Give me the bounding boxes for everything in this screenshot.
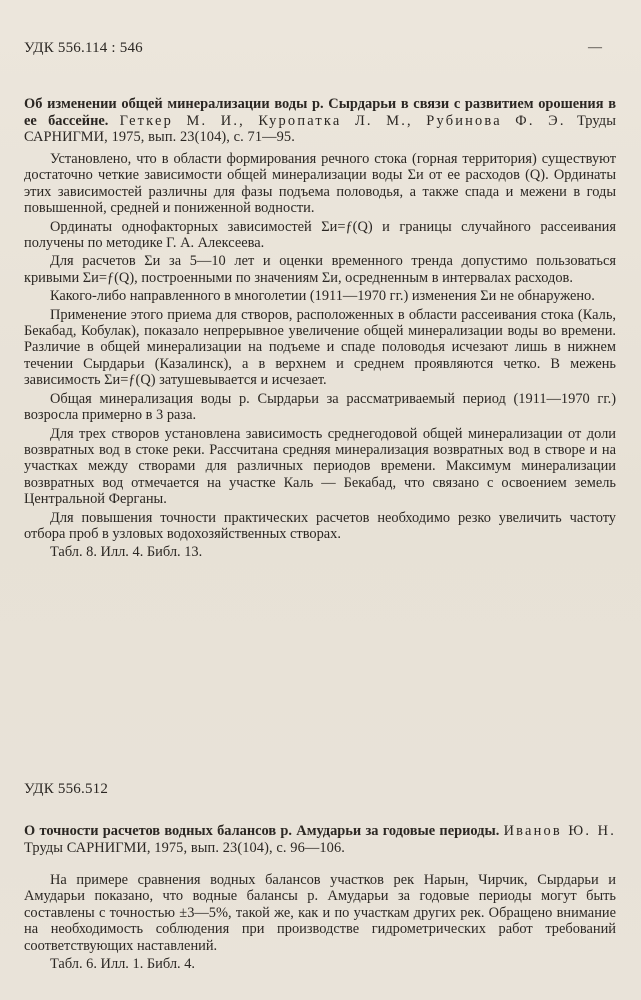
paragraph: Общая минерализация воды р. Сырдарьи за рассматриваемый период (1911—1970 гг.) возросла примерно в 3 раза.	[24, 390, 616, 424]
article-header	[24, 823, 616, 856]
paragraph: Установлено, что в области формирования речного стока (горная территория) существуют достаточно четкие зависимости общей минерализации воды Σи от ее расходов (Q). Ординаты этих зависимостей различны для фазы подъема половодья, а также спада и межени в годы повышенной, средней и пониженной водности.	[24, 151, 616, 217]
article-footer: Табл. 8. Илл. 4. Библ. 13.	[50, 544, 203, 561]
paragraph: Для трех створов установлена зависимость среднегодовой общей минерализации от доли возвратных вод в стоке реки. Рассчитана средняя минерализация возвратных вод в створе и на участках между створами для различных периодов времени. Максимум минерализации возвратных вод отмечается на участке Каль — Бекабад, что связано с освоением земель Центральной Ферганы.	[24, 425, 616, 508]
paragraph: Применение этого приема для створов, расположенных в области рассеивания стока (Каль, Бекабад, Кобулак), показало непрерывное увеличение общей минерализации воды во времени. Различие в общей минерализации на подъеме и спаде половодья исчезают лишь в нижнем течении Сырдарьи (Казалинск), а в верхнем и среднем проявляются четко. В межень зависимость Σи=ƒ(Q) затушевывается и исчезает.	[24, 306, 616, 389]
article-authors: Геткер М. И., Куропатка Л. М., Рубинова Ф. Э.	[119, 112, 566, 129]
corner-mark: —	[588, 40, 602, 55]
paragraph: Для расчетов Σи за 5—10 лет и оценки временного тренда допустимо пользоваться кривыми Σи=ƒ(Q), построенными по значениям Σи, осредненным в интервалах расходов.	[24, 253, 616, 286]
article-authors: Иванов Ю. Н.	[503, 823, 616, 839]
udk-code: УДК 556.114 : 546	[24, 40, 143, 56]
udk-code: УДК 556.512	[24, 781, 109, 797]
article-source: Труды САРНИГМИ, 1975, вып. 23(104), с. 96—106.	[24, 839, 345, 856]
paragraph: На примере сравнения водных балансов участков рек Нарын, Чирчик, Сырдарьи и Амударьи показано, что водные балансы р. Амударьи за годовые периоды могут быть составлены с точностью ±3—5%, такой же, как и по участкам других рек. Обращено внимание на необходимость соблюдения при производстве гидрометрических работ требований соответствующих наставлений.	[24, 872, 616, 954]
paragraph: Ординаты однофакторных зависимостей Σи=ƒ(Q) и границы случайного рассеивания получены по методике Г. А. Алексеева.	[24, 218, 616, 252]
article-title: Об изменении общей минерализации воды р. Сырдарьи в связи с развитием орошения в ее бассейне.	[24, 96, 616, 129]
article-footer: Табл. 6. Илл. 1. Библ. 4.	[50, 956, 195, 973]
article-body	[24, 151, 616, 563]
article-title: О точности расчетов водных балансов р. Амударьи за годовые периоды.	[24, 823, 500, 839]
article-source: Труды САРНИГМИ, 1975, вып. 23(104), с. 71—95.	[24, 112, 616, 146]
paragraph: Для повышения точности практических расчетов необходимо резко увеличить частоту отбора проб в узловых водохозяйственных створах.	[24, 509, 616, 542]
paragraph: Какого-либо направленного в многолетии (1911—1970 гг.) изменения Σи не обнаружено.	[50, 288, 595, 305]
article-header	[24, 96, 616, 146]
article-body	[24, 872, 616, 974]
